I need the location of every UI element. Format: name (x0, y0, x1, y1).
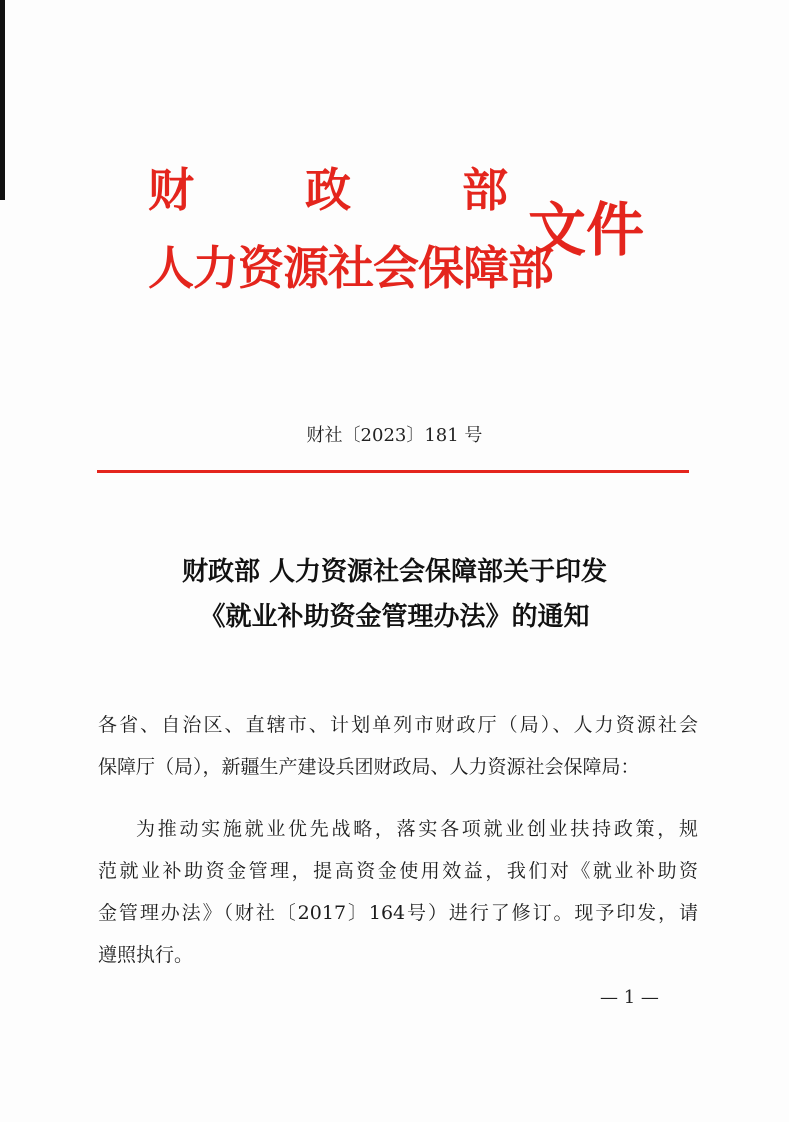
scan-edge-shadow (0, 0, 5, 200)
body-line: 范就业补助资金管理，提高资金使用效益，我们对《就业补助资 (98, 860, 698, 882)
body-paragraph (98, 808, 698, 976)
body-line: 金管理办法》（财社〔2017〕164号）进行了修订。现予印发，请 (98, 902, 698, 924)
body-line: 为推动实施就业优先战略，落实各项就业创业扶持政策，规 (136, 818, 698, 840)
body-line: 遵照执行。 (98, 944, 194, 966)
document-title-line-1: 财政部 人力资源社会保障部关于印发 (181, 557, 608, 587)
issuer-char: 财 (148, 163, 194, 217)
salutation-line: 保障厅（局），新疆生产建设兵团财政局、人力资源社会保障局： (98, 756, 640, 778)
issuer-line-1 (148, 162, 508, 218)
issuer-char: 部 (462, 163, 508, 217)
document-number: 财社〔2023〕181 号 (306, 425, 483, 446)
issuer-char: 政 (305, 163, 351, 217)
page-number: — 1 — (600, 987, 659, 1008)
document-type: 文件 (528, 196, 645, 264)
document-title-line-2: 《就业补助资金管理办法》的通知 (199, 602, 590, 632)
issuer-line-2: 人力资源社会保障部 (148, 241, 553, 295)
salutation-line: 各省、自治区、直辖市、计划单列市财政厅（局）、人力资源社会 (98, 714, 698, 736)
salutation (98, 704, 698, 788)
red-divider-line (97, 470, 689, 473)
